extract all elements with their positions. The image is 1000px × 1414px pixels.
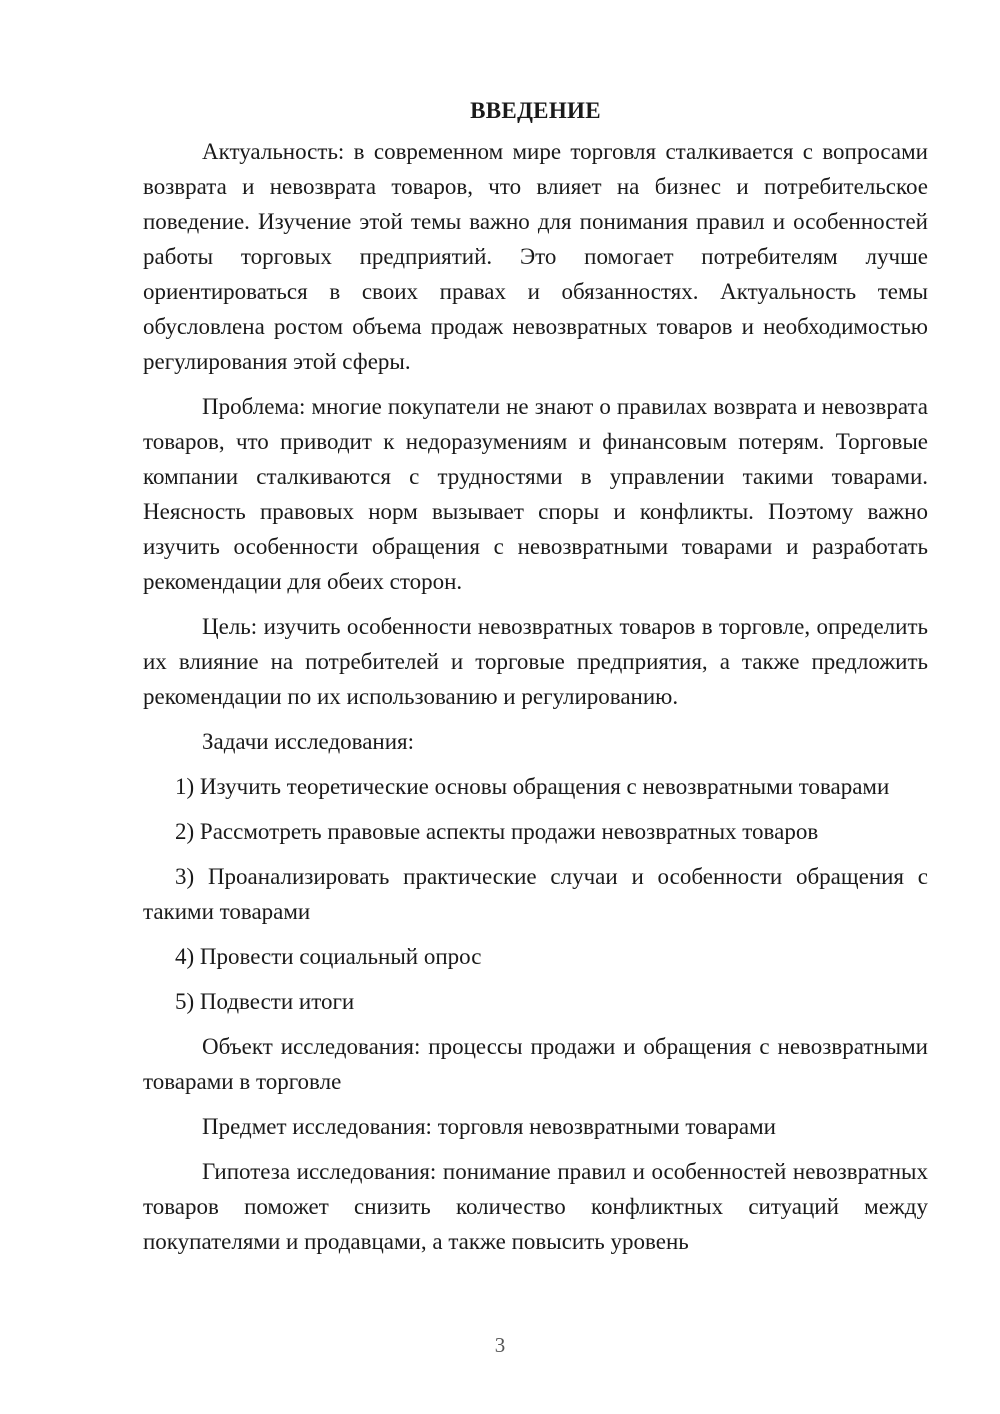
paragraph-hypothesis: Гипотеза исследования: понимание правил и особенностей невозвратных товаров поможет снизить количество конфликтных ситуаций между покупателями и продавцами, а также повысить уровень bbox=[143, 1159, 928, 1254]
page-title: ВВЕДЕНИЕ bbox=[470, 98, 601, 123]
paragraph-object: Объект исследования: процессы продажи и обращения с невозвратными товарами в торговле bbox=[143, 1034, 928, 1094]
task-item-3: 3) Проанализировать практические случаи и особенности обращения с такими товарами bbox=[143, 864, 928, 924]
paragraph-actuality: Актуальность: в современном мире торговля сталкивается с вопросами возврата и невозврата товаров, что влияет на бизнес и потребительское поведение. Изучение этой темы важно для понимания правил и особенностей работы торговых предприятий. Это помогает потребителям лучше ориентироваться в своих правах и обязанностях. Актуальность темы обусловлена ростом объема продаж невозвратных товаров и необходимостью регулирования этой сферы. bbox=[143, 139, 928, 374]
page-number: 3 bbox=[494, 1333, 506, 1357]
task-item-2: 2) Рассмотреть правовые аспекты продажи невозвратных товаров bbox=[175, 819, 819, 844]
task-item-4: 4) Провести социальный опрос bbox=[175, 944, 482, 969]
paragraph-problem: Проблема: многие покупатели не знают о правилах возврата и невозврата товаров, что приводит к недоразумениям и финансовым потерям. Торговые компании сталкиваются с трудностями в управлении такими товарами. Неясность правовых норм вызывает споры и конфликты. Поэтому важно изучить особенности обращения с невозвратными товарами и разработать рекомендации для обеих сторон. bbox=[143, 394, 928, 594]
paragraph-goal: Цель: изучить особенности невозвратных товаров в торговле, определить их влияние на потребителей и торговые предприятия, а также предложить рекомендации по их использованию и регулированию. bbox=[143, 614, 928, 709]
task-item-5: 5) Подвести итоги bbox=[175, 989, 355, 1014]
task-item-1: 1) Изучить теоретические основы обращения с невозвратными товарами bbox=[175, 774, 890, 799]
tasks-heading: Задачи исследования: bbox=[202, 729, 415, 754]
paragraph-subject: Предмет исследования: торговля невозвратными товарами bbox=[202, 1114, 776, 1139]
document-page bbox=[143, 88, 928, 1269]
